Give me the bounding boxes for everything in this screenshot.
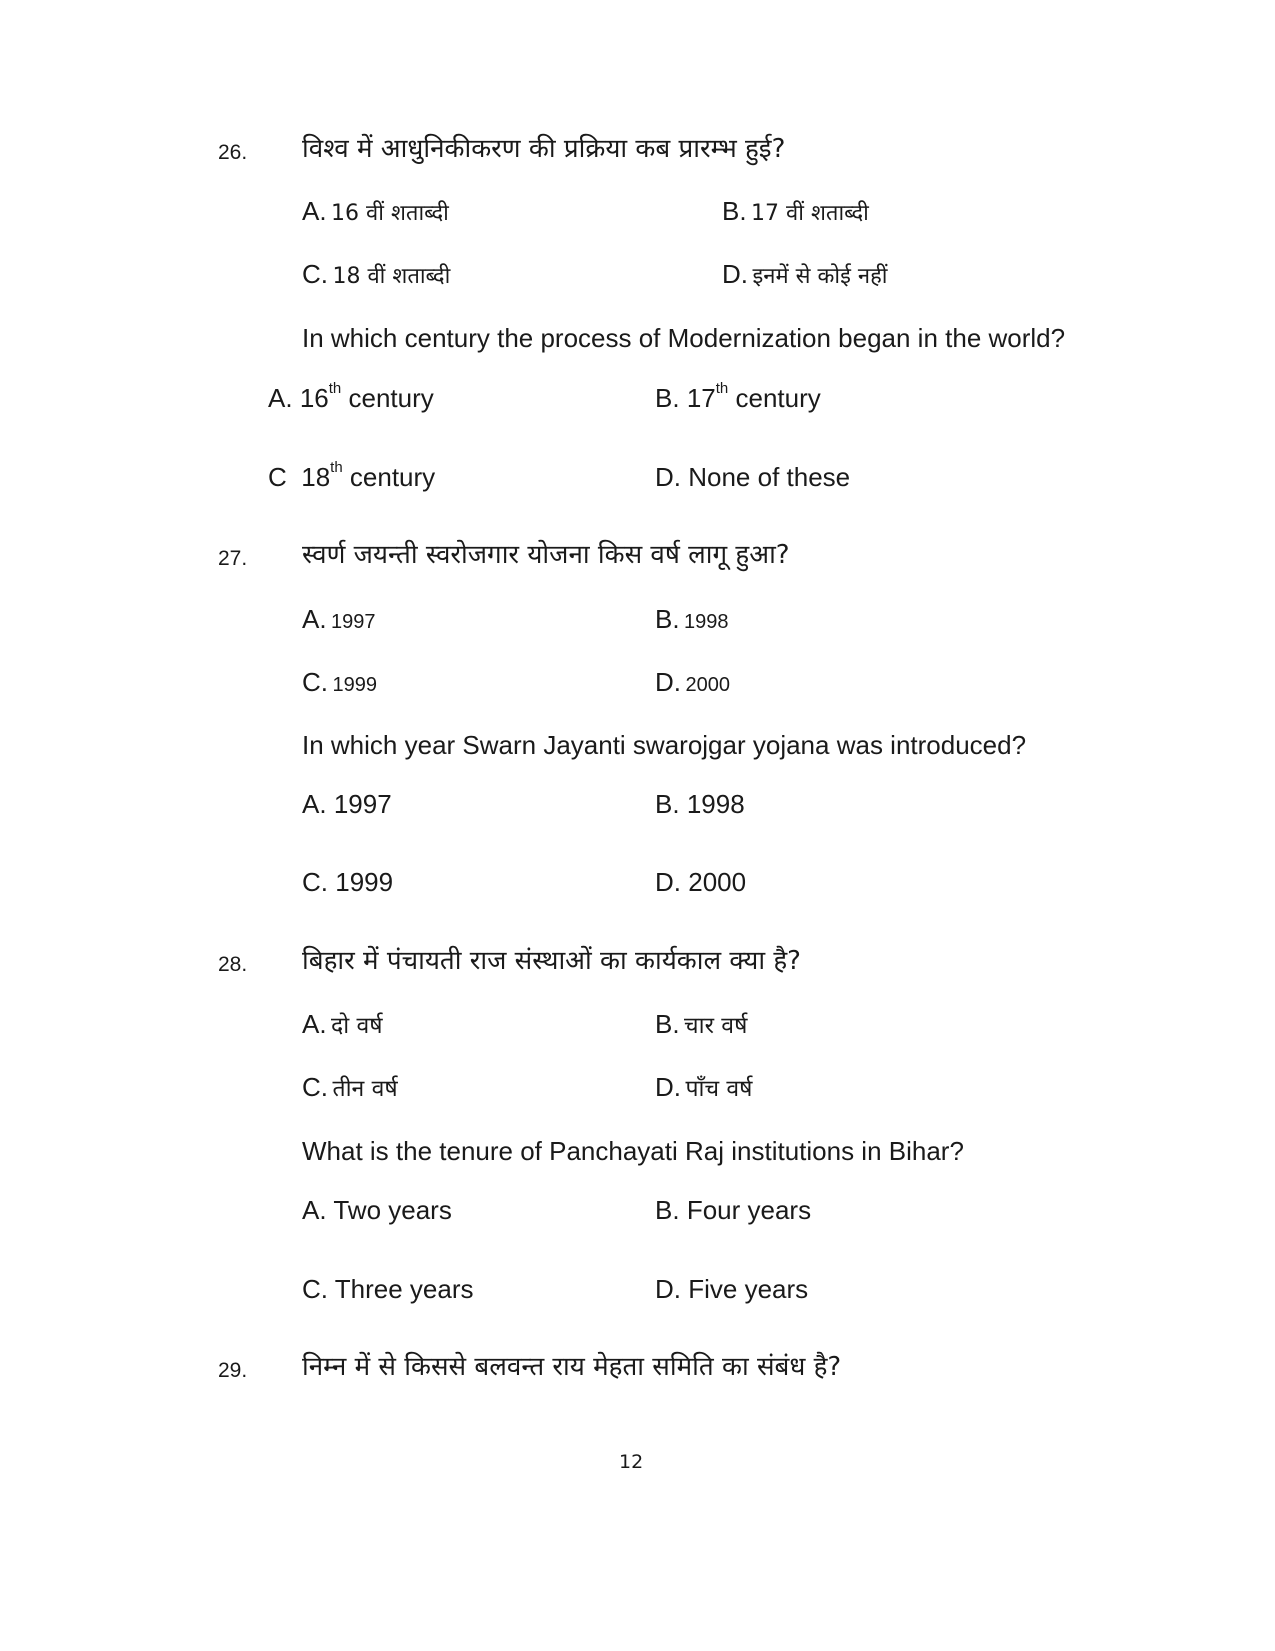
option-a-hindi: A. दो वर्ष <box>302 1009 383 1039</box>
option-d-english: D. None of these <box>655 462 851 492</box>
option-a-hindi: A. 1997 <box>302 604 376 634</box>
option-c-hindi: C. 18 वीं शताब्दी <box>302 259 451 289</box>
option-c-english: C. 1999 <box>302 867 394 897</box>
option-b-english: B. Four years <box>655 1195 812 1225</box>
option-a-english: A. 16th century <box>268 380 434 413</box>
option-b-english: B. 17th century <box>655 380 821 413</box>
option-d-hindi: D. इनमें से कोई नहीं <box>722 259 888 289</box>
english-question-text: In which year Swarn Jayanti swarojgar yojana was introduced? <box>302 730 1027 760</box>
hindi-question-text: बिहार में पंचायती राज संस्थाओं का कार्यकाल क्या है? <box>302 946 801 976</box>
option-b-hindi: B. 17 वीं शताब्दी <box>722 196 869 226</box>
question-number: 29. <box>218 1359 248 1382</box>
option-c-english: C 18th century <box>268 459 436 492</box>
option-c-english: C. Three years <box>302 1274 474 1304</box>
option-b-hindi: B. चार वर्ष <box>655 1009 748 1039</box>
option-a-english: A. Two years <box>302 1195 452 1225</box>
question-number: 28. <box>218 953 248 976</box>
option-c-hindi: C. तीन वर्ष <box>302 1072 398 1102</box>
option-d-english: D. 2000 <box>655 867 747 897</box>
option-b-english: B. 1998 <box>655 789 745 819</box>
option-a-english: A. 1997 <box>302 789 392 819</box>
question-number: 27. <box>218 547 248 570</box>
option-c-hindi: C. 1999 <box>302 667 377 697</box>
english-question-text: In which century the process of Modernization began in the world? <box>302 323 1066 353</box>
page-number: 12 <box>619 1451 644 1473</box>
hindi-question-text: स्वर्ण जयन्ती स्वरोजगार योजना किस वर्ष लागू हुआ? <box>302 540 790 570</box>
option-d-english: D. Five years <box>655 1274 809 1304</box>
option-d-hindi: D. पाँच वर्ष <box>655 1072 753 1102</box>
hindi-question-text: विश्व में आधुनिकीकरण की प्रक्रिया कब प्रारम्भ हुई? <box>302 134 786 164</box>
option-b-hindi: B. 1998 <box>655 604 729 634</box>
hindi-question-text: निम्न में से किससे बलवन्त राय मेहता समिति का संबंध है? <box>302 1352 842 1382</box>
option-a-hindi: A. 16 वीं शताब्दी <box>302 196 449 226</box>
english-question-text: What is the tenure of Panchayati Raj institutions in Bihar? <box>302 1136 964 1166</box>
option-d-hindi: D. 2000 <box>655 667 730 697</box>
question-number: 26. <box>218 141 248 164</box>
